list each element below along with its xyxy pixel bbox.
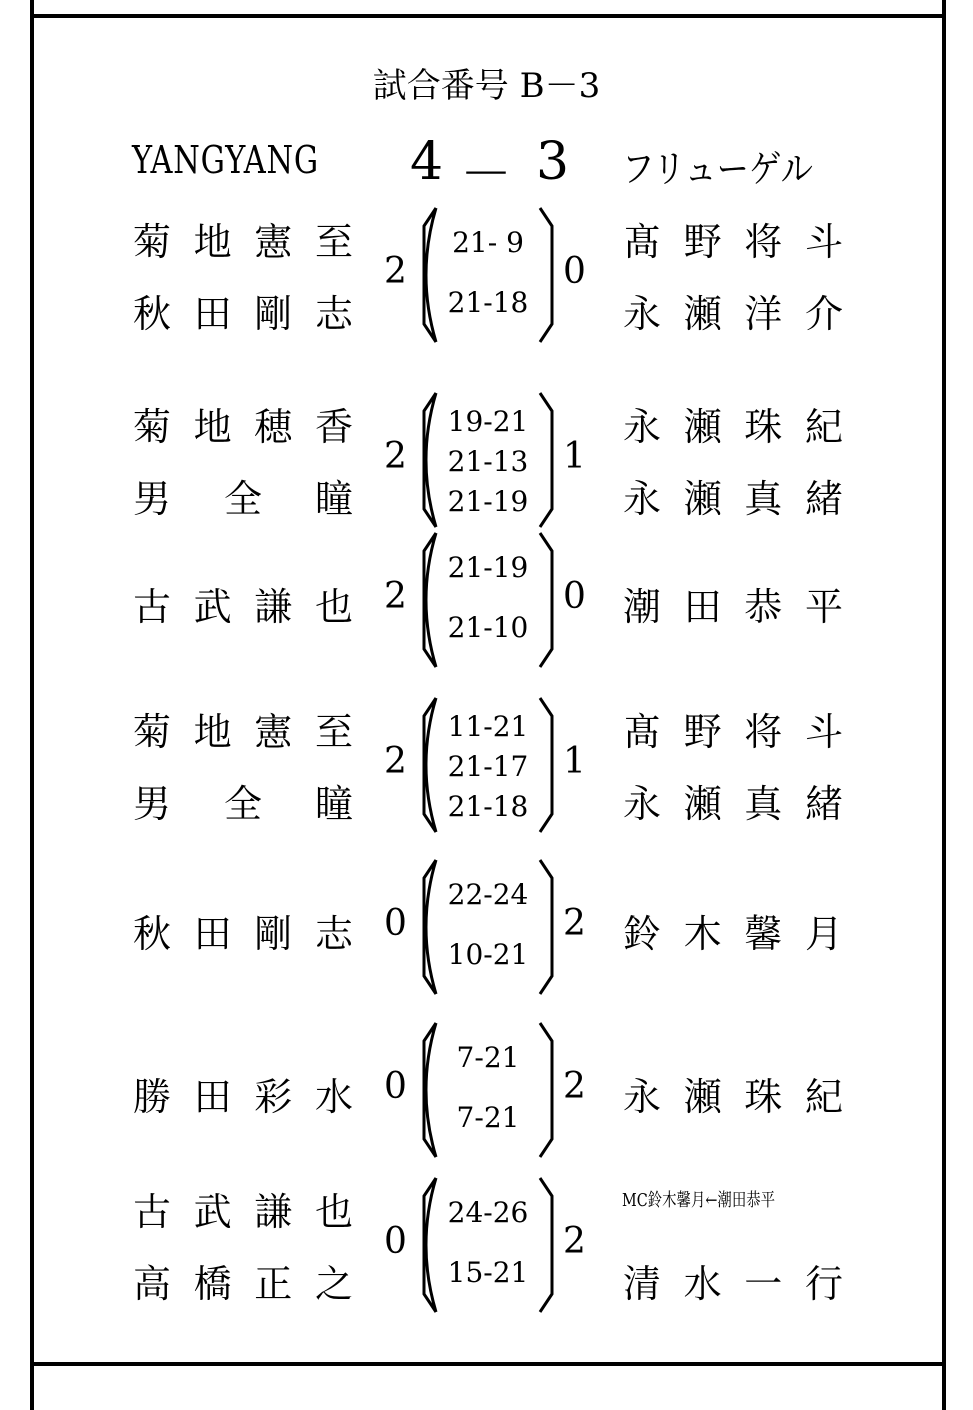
score-brackets <box>408 1015 568 1165</box>
right-player-name: 永 瀬 珠 紀 <box>622 1075 843 1119</box>
score-brackets <box>408 200 568 350</box>
game-score: 21-18 <box>447 790 529 823</box>
right-games-won: 0 <box>563 576 586 617</box>
left-games-won: 0 <box>384 903 407 944</box>
bottom-rule <box>32 1362 946 1366</box>
left-player-name: 菊 地 穂 香 <box>132 405 353 449</box>
game-score: 21-17 <box>447 750 529 783</box>
match-row <box>0 200 973 350</box>
right-player-name: 永 瀬 洋 介 <box>622 292 843 336</box>
match-row <box>0 852 973 1002</box>
game-score: 15-21 <box>447 1256 529 1289</box>
top-rule <box>32 14 946 18</box>
team-left-score: 4 <box>410 132 444 192</box>
team-right-score: 3 <box>536 132 570 192</box>
team-score-dash: － <box>460 145 513 205</box>
left-games-won: 0 <box>384 1221 407 1262</box>
left-player-name: 秋 田 剛 志 <box>132 292 353 336</box>
score-brackets <box>408 1170 568 1320</box>
game-score: 21-19 <box>447 485 529 518</box>
match-row <box>0 385 973 535</box>
right-games-won: 0 <box>563 251 586 292</box>
left-player-name: 男 全 瞳 <box>132 782 353 826</box>
match-number-title: 試合番号 B－3 <box>372 66 601 106</box>
game-score: 10-21 <box>447 938 529 971</box>
left-games-won: 0 <box>384 1066 407 1107</box>
game-score: 21-10 <box>447 611 529 644</box>
left-player-name: 菊 地 憲 至 <box>132 710 353 754</box>
right-player-name: 潮 田 恭 平 <box>622 585 843 629</box>
left-player-name: 古 武 謙 也 <box>132 585 353 629</box>
team-left-name: YANGYANG <box>132 138 319 182</box>
right-player-name: 髙 野 将 斗 <box>622 710 843 754</box>
left-player-name: 高 橋 正 之 <box>132 1262 353 1306</box>
right-player-name: 永 瀬 真 緒 <box>622 782 843 826</box>
game-score: 7-21 <box>456 1041 520 1074</box>
game-score: 21-19 <box>447 551 529 584</box>
game-score: 19-21 <box>447 405 529 438</box>
game-score: 21-13 <box>447 445 529 478</box>
right-player-name: 清 水 一 行 <box>622 1262 843 1306</box>
right-player-name: 永 瀬 珠 紀 <box>622 405 843 449</box>
right-games-won: 2 <box>563 903 586 944</box>
game-score: 7-21 <box>456 1101 520 1134</box>
game-score: 24-26 <box>447 1196 529 1229</box>
left-player-name: 菊 地 憲 至 <box>132 220 353 264</box>
game-score: 22-24 <box>447 878 529 911</box>
left-player-name: 男 全 瞳 <box>132 477 353 521</box>
match-row <box>0 1015 973 1165</box>
right-games-won: 1 <box>563 436 586 477</box>
team-right-name: フリューゲル <box>622 147 813 191</box>
score-brackets <box>408 525 568 675</box>
match-row <box>0 690 973 840</box>
left-games-won: 2 <box>384 251 407 292</box>
game-score: 21- 9 <box>452 226 524 259</box>
left-games-won: 2 <box>384 576 407 617</box>
left-games-won: 2 <box>384 741 407 782</box>
game-score: 11-21 <box>447 710 529 743</box>
right-player-name: 永 瀬 真 緒 <box>622 477 843 521</box>
game-score: 21-18 <box>447 286 529 319</box>
right-player-name: 髙 野 将 斗 <box>622 220 843 264</box>
match-row <box>0 525 973 675</box>
right-games-won: 2 <box>563 1066 586 1107</box>
match-row <box>0 1170 973 1320</box>
substitution-note: MC鈴木馨月←潮田恭平 <box>622 1190 776 1211</box>
left-player-name: 秋 田 剛 志 <box>132 912 353 956</box>
team-score-line <box>0 132 973 205</box>
score-brackets <box>408 852 568 1002</box>
right-games-won: 2 <box>563 1221 586 1262</box>
right-player-name: 鈴 木 馨 月 <box>622 912 843 956</box>
left-player-name: 勝 田 彩 水 <box>132 1075 353 1119</box>
left-player-name: 古 武 謙 也 <box>132 1190 353 1234</box>
right-games-won: 1 <box>563 741 586 782</box>
left-games-won: 2 <box>384 436 407 477</box>
